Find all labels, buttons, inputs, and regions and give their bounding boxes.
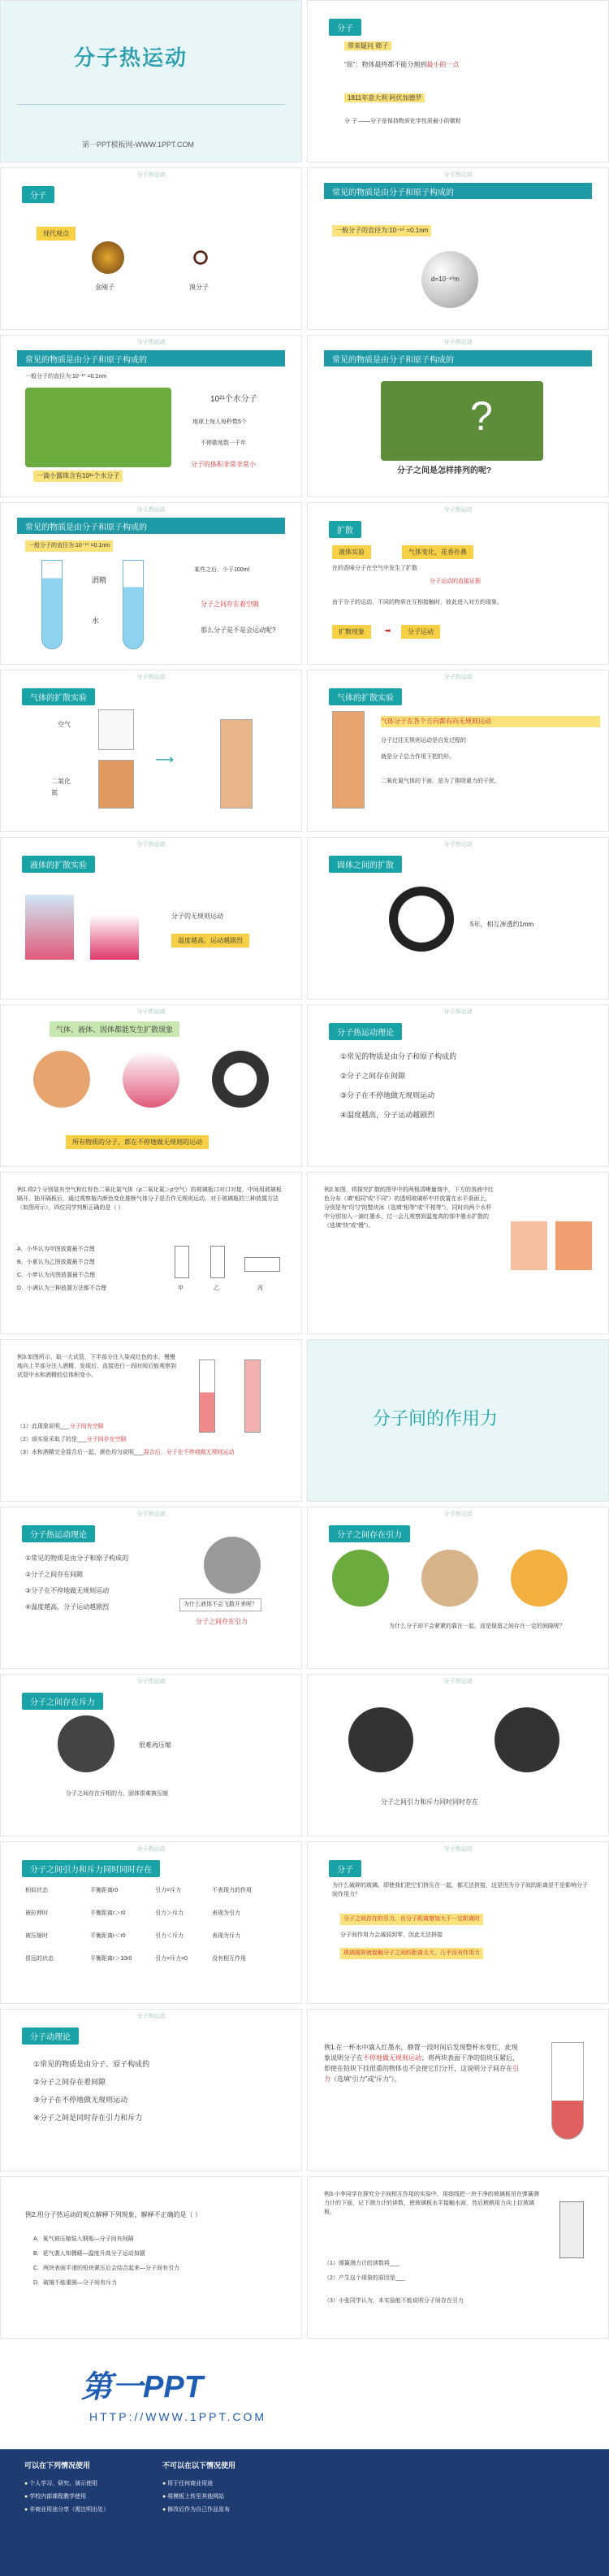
tofu-image [421, 1550, 478, 1607]
slide-15[interactable] [0, 1172, 302, 1334]
upper-bottle [98, 709, 134, 750]
slide-caption: 分子热运动 [136, 1511, 166, 1517]
forbidden-item: ● 修改后作为自己作品发布 [162, 2507, 231, 2513]
tag-gas-diffusion: 气体的扩散实验 [22, 688, 95, 705]
beaker-1 [25, 895, 74, 960]
s2-line1 [344, 40, 391, 52]
a1: 某些之后，少于100ml [194, 567, 250, 573]
question-text: 分子之间是怎样排列的呢? [397, 466, 492, 475]
table-row [25, 1909, 285, 1932]
slide-7[interactable] [0, 502, 302, 665]
table-cell: 引力＜斥力 [155, 1933, 184, 1939]
question-mark-icon: ? [470, 393, 493, 439]
r1: 10²¹个水分子 [210, 395, 257, 404]
b2: 气体变化，花香扑鼻 [402, 545, 473, 559]
s2-line3 [344, 92, 425, 104]
q1: 为什么液体不会飞散开来呢？ [179, 1598, 261, 1611]
slide-1[interactable] [0, 0, 302, 163]
magnifier-image [389, 887, 454, 952]
site-label: 第一PPT模板网-WWW.1PPT.COM [82, 141, 194, 149]
dew-image [332, 1550, 389, 1607]
bottom-summary: 所有物质的分子，都在不停地做无规则的运动 [66, 1135, 209, 1149]
l4: 玻璃破碎就接触分子之间的距离太大，几乎没有作用力 [340, 1948, 483, 1959]
press-image-2 [495, 1707, 559, 1772]
slide-26[interactable] [307, 2009, 609, 2171]
table-row [25, 1886, 285, 1909]
tag-liquid-diffusion: 液体的扩散实验 [22, 856, 95, 873]
dew-drop-image [25, 388, 171, 467]
allowed-item: ● 个人学习、研究、演示使用 [24, 2481, 98, 2487]
item-1: ①常见的物质是由分子和原子构成的 [25, 1555, 129, 1562]
tag-attraction: 分子之间存在引力 [329, 1525, 410, 1542]
option-b: B．小夏认为乙图放置最不合理 [17, 1260, 95, 1265]
press-image-1 [348, 1707, 413, 1772]
slide-caption: 分子热运动 [443, 1511, 473, 1517]
a3: 那么分子是不是会运动呢? [201, 627, 276, 634]
l3: 分子间作用力会减弱到零，因此无法拼接 [340, 1932, 443, 1938]
caption-bromine: 溴分子 [189, 284, 209, 291]
l1: 气体分子在各个方向都有向无规则运动 [381, 716, 600, 727]
slide-caption: 分子热运动 [443, 1009, 473, 1015]
scale-image [559, 2201, 584, 2258]
question-text: 例2.如图，将探究扩散的图甲中的两根清晰量筒中，下方的溶液中红色分布（填“相同”或“不同”）的透明玻璃杯中并放置在水平桌面上，分别是有“均匀”的整块冰（选填“相等”或“不相等”），同时向两个水杯中分别加入一滴红墨水，过一会儿观察到温度高的那中墨水扩散的（选填“快”或“慢”）。 [324, 1187, 494, 1229]
a1: （1）弹簧测力计的读数将___ [324, 2261, 400, 2266]
slide-20[interactable] [307, 1507, 609, 1669]
tag-both-forces: 分子之间引力和斥力同时同时存在 [22, 1860, 160, 1877]
footer-banner [0, 2345, 609, 2449]
water-glass-image [204, 1537, 261, 1594]
l1: 分子之间引力和斥力同时同时存在 [381, 1798, 478, 1806]
a2: （2）产生这个现象的原因是___ [324, 2275, 405, 2281]
leaf-decoration [17, 90, 285, 105]
diameter-line: 一般分子的直径为:10⁻¹⁰ =0.1nm [25, 374, 107, 379]
l2: 分子过往无规则运动是自发过程的 [381, 738, 466, 744]
tag-gas-diffusion: 气体的扩散实验 [329, 688, 402, 705]
allowed-item: ● 非商业用途分享（需注明出处） [24, 2507, 110, 2513]
table-cell: 不表现力的作用 [212, 1888, 252, 1893]
section-banner: 气体、液体、固体都能发生扩散现象 [50, 1021, 179, 1037]
slide-caption: 分子热运动 [136, 2014, 166, 2019]
a3: （3）小张同学认为，本实验能不能说明分子间存在引力 [324, 2298, 464, 2304]
tag-theory: 分子热运动理论 [329, 1023, 402, 1040]
slide-caption: 分子热运动 [136, 1009, 166, 1015]
dropper-image [551, 2042, 584, 2140]
tag-diffusion: 扩散 [329, 521, 361, 538]
slide-25[interactable] [0, 2009, 302, 2171]
forbidden-heading: 不可以在以下情况使用 [162, 2461, 236, 2470]
slide-2[interactable] [307, 0, 609, 163]
slide-4[interactable] [307, 167, 609, 330]
table-cell: 相似状态 [25, 1888, 48, 1893]
diffusion-bottle [332, 711, 365, 809]
footer-info [0, 2449, 609, 2576]
slide-caption: 分子热运动 [136, 1846, 166, 1852]
item-4: ④温度越高，分子运动越剧烈 [25, 1603, 110, 1611]
diameter-line: 一般分子的直径为:10⁻¹⁰ =0.1nm [25, 540, 113, 552]
slide-9[interactable] [0, 670, 302, 832]
slide-13[interactable] [0, 1004, 302, 1167]
slide-caption: 分子热运动 [136, 340, 166, 345]
tag-molecule: 分子 [329, 1860, 361, 1877]
question-text [324, 2042, 519, 2084]
item-1: ①常见的物质是由分子和原子构成的 [340, 1052, 457, 1060]
l1: 5年，相互渗透约1mm [470, 921, 534, 928]
slide-caption: 分子热运动 [136, 507, 166, 513]
bromine-molecule-image [184, 241, 217, 274]
slide-18[interactable] [307, 1339, 609, 1502]
gold-molecule-image [92, 241, 124, 274]
a2: 分子之间存在着空隙 [201, 601, 259, 608]
label-alcohol: 酒精 [92, 576, 107, 584]
option-c: C．两块表面平滑的铅块紧压后会结合起来—分子间有引力 [33, 2266, 180, 2271]
a1-answer: 分子间有空隙 [69, 1424, 104, 1429]
slide-caption: 分子热运动 [443, 674, 473, 680]
table-cell: 平衡距离r＞r0 [90, 1910, 126, 1916]
beaker-2 [90, 895, 139, 960]
q-answer2: 引力 [324, 2065, 519, 2083]
table-cell: 表现为引力 [212, 1910, 240, 1916]
section-banner: 常见的物质是由分子和原子构成的 [324, 350, 592, 366]
table-cell: 很远的状态 [25, 1956, 54, 1962]
item-3: ③分子在不停地做无规则运动 [25, 1587, 110, 1594]
l2: 温度越高，运动越剧烈 [171, 934, 249, 948]
arrow-right: ⟶ [155, 753, 174, 767]
section-banner: 常见的物质是由分子和原子构成的 [17, 350, 285, 366]
question-text: 例1.将2个分别装有空气和红棕色二氧化氮气体（ρ二氧化氮＞ρ空气）的玻璃瓶口对口对接，中间用玻璃板隔开。抽开隔板后，通过观察瓶内颜色变化推断气体分子是否作无规则运动。对于玻璃瓶的三种放置方法（如图所示），四位同学判断正确的是（ ） [17, 1187, 282, 1211]
jelly-image [511, 1550, 568, 1607]
arrow-icon: ➡ [385, 627, 391, 635]
tag-kinetic-theory: 分子动理论 [22, 2027, 79, 2045]
slide-28[interactable] [307, 2176, 609, 2339]
label-air: 空气 [58, 721, 71, 728]
option-d: D．破镜不能重圆—分子间有斥力 [33, 2280, 118, 2286]
forbidden-item: ● 用于任何商业用途 [162, 2481, 214, 2487]
l1: 在的香味分子在空气中发生了扩散 [332, 566, 417, 571]
slide-caption: 分子热运动 [443, 507, 473, 513]
l5: 分子运动 [401, 625, 440, 639]
table-cell: 表现为斥力 [212, 1933, 240, 1939]
table-cell: 引力＞斥力 [155, 1910, 184, 1916]
slide-27[interactable] [0, 2176, 302, 2339]
slide-3[interactable] [0, 167, 302, 330]
table-cell: 平衡距离r＞10r0 [90, 1956, 132, 1962]
s2-l1-text: 带来疑问 筛子 [344, 41, 391, 50]
l3: 由于分子的运动，不同的物质在互相接触时，彼此进入对方的现象。 [332, 600, 503, 605]
diameter-line: 一般分子的直径为:10⁻¹⁰ =0.1nm [332, 225, 431, 236]
slide-caption: 分子热运动 [443, 1846, 473, 1852]
label-bing: 丙 [257, 1286, 263, 1291]
tag-theory: 分子热运动理论 [22, 1525, 95, 1542]
item-3: ③分子在不停地做无规则运动 [33, 2096, 128, 2104]
setup-jia [175, 1246, 189, 1278]
lower-bottle [98, 760, 134, 809]
label-water: 水 [92, 617, 100, 625]
slide-caption: 分子热运动 [136, 842, 166, 848]
l2: 分子之间存在的引力，在分子距离增加大于一定距离时 [340, 1914, 483, 1925]
footer-url: HTTP://WWW.1PPT.COM [89, 2410, 266, 2423]
table-cell: 引力=斥力 [155, 1888, 182, 1893]
table-row [25, 1954, 285, 1977]
test-tube-1 [41, 560, 63, 649]
q-part1: 例1.在一杯水中滴入红墨水，静置一段时间后发现整杯水变红，此现象说明分子在 [324, 2044, 518, 2062]
tube-figure-2 [244, 1360, 261, 1433]
q-answer1: 不停地做无规则运动 [363, 2054, 421, 2062]
slide-19[interactable] [0, 1507, 302, 1669]
label-jia: 甲 [178, 1286, 184, 1291]
section-title: 分子间的作用力 [373, 1408, 499, 1429]
a2 [17, 1434, 127, 1446]
liquid-image [123, 1051, 179, 1108]
table-cell: 没有相互作用 [212, 1956, 246, 1962]
q-part3: （选填“引力”或“斥力”）。 [330, 2075, 401, 2083]
l1: 为什么破碎的玻璃、即使我们把它们挤压在一起，都无法拼接，这是因为分子间的距离是不是影响分子间作用力？ [332, 1883, 588, 1897]
s2-line4: 分 子 ——分子是保持物质化学性质最小的微粒 [344, 119, 461, 124]
slide-title: 分子热运动 [74, 46, 188, 70]
slide-caption: 分子热运动 [443, 842, 473, 848]
label-yi: 乙 [214, 1286, 219, 1291]
slide-5[interactable] [0, 335, 302, 497]
l3: 就是分子总力作用下把的形。 [381, 754, 455, 760]
a1-label: （1）此现象说明___ [17, 1424, 70, 1429]
solid-image [212, 1051, 269, 1108]
tag-solid-diffusion: 固体之间的扩散 [329, 856, 402, 873]
forbidden-item: ● 将模板上传至其他网站 [162, 2494, 225, 2500]
allowed-heading: 可以在下列情况使用 [24, 2461, 91, 2470]
tag-repulsion: 分子之间存在斥力 [22, 1693, 103, 1710]
q2: 分子之间存在引力 [196, 1618, 248, 1625]
slide-12[interactable] [307, 837, 609, 1000]
q-part2: ；将两块表面干净的铅块压紧后，即使在铅块下挂很重的物体也不会使它们分开，这说明分子间存在 [324, 2054, 519, 2072]
option-c: C．小梦认为丙图放置最不合理 [17, 1273, 96, 1278]
setup-bing [244, 1257, 280, 1272]
r2: 地球上每人每秒数5个 [192, 419, 247, 425]
s2-l2a: “原”：物体最终都不能分割到 [344, 61, 427, 68]
slide-17[interactable] [0, 1339, 302, 1502]
section-banner: 常见的物质是由分子和原子构成的 [17, 518, 285, 534]
test-tube-2 [123, 560, 144, 649]
item-2: ②分子之间存在着间隙 [33, 2078, 106, 2086]
question-text: 例3.如图所示，取一大试管，下半部分注入染成红色的水，慢慢地向上半部分注入酒精，发现后，直接进行一段时间后能观察到试管中水和酒精的总体积变小。 [17, 1355, 176, 1378]
allowed-item: ● 学校内部课程教学使用 [24, 2494, 87, 2500]
a2-answer: 分子间存在空隙 [86, 1437, 127, 1442]
table-cell: 平衡距离r＜r0 [90, 1933, 126, 1939]
table-cell: 平衡距离r0 [90, 1888, 119, 1893]
item-3: ③分子在不停地做无规则运动 [340, 1091, 435, 1099]
r4: 分子的体积非常非常小 [191, 461, 256, 468]
slide-21[interactable] [0, 1674, 302, 1837]
b1: 液体实验 [332, 545, 371, 559]
option-a: A．小华认为甲图放置最不合理 [17, 1247, 95, 1252]
slide-caption: 分子热运动 [443, 340, 473, 345]
l1: 分子的无规则运动 [171, 913, 223, 920]
t1: 为什么分子却不会紧紧的靠在一起，而是保留之间存在一定的间隙呢？ [389, 1624, 565, 1629]
slide-10[interactable] [307, 670, 609, 832]
question-text: 例3.小李同学在探究分子间相互作用的实验中，用细线把一块干净的玻璃板吊在弹簧测力计的下面，记下测力计的读数，使玻璃板水平接触水面，然后稍稍用力向上拉玻璃板。 [324, 2192, 539, 2215]
table-cell: 引力=斥力=0 [155, 1956, 188, 1962]
slide-caption: 分子热运动 [443, 1679, 473, 1685]
mixed-bottle [220, 719, 253, 809]
table-cell: 被拉伸时 [25, 1910, 48, 1916]
tube-figure [199, 1360, 215, 1433]
slide-caption: 分子热运动 [136, 674, 166, 680]
item-1: ①常见的物质是由分子、原子构成的 [33, 2060, 150, 2068]
l2: 分子运动的直接证据 [430, 579, 481, 584]
slide-14[interactable] [307, 1004, 609, 1167]
drop-caption: 一滴小露珠含有10²¹个水分子 [33, 471, 123, 482]
setup-yi [210, 1246, 225, 1278]
caption-gold: 金刚子 [95, 284, 114, 291]
l4: 扩散现象 [332, 625, 371, 639]
option-b: B．花气袭人知骤暖—温度升高分子运动加剧 [33, 2251, 145, 2257]
a3 [17, 1447, 293, 1459]
s2-l2b: 最小的一点 [426, 61, 460, 68]
slide-6[interactable] [307, 335, 609, 497]
a3-answer: 混合后，分子在不停地做无规则运动 [143, 1450, 235, 1455]
label-no2: 二氧化氮 [51, 778, 71, 796]
slide-caption: 分子热运动 [136, 1679, 166, 1685]
a2-label: （2）该实验采取了的是___ [17, 1437, 87, 1442]
item-4: ④分子之间是同时存在引力和斥力 [33, 2114, 143, 2122]
r3: 不停歇地数一千年 [201, 440, 246, 446]
slide-11[interactable] [0, 837, 302, 1000]
slide-caption: 分子热运动 [136, 172, 166, 178]
tag-molecule: 分子 [329, 19, 361, 36]
l2: 分子之间存在斥相的力，固体很难被压缩 [66, 1791, 168, 1797]
l1: 很难再压缩 [139, 1741, 171, 1749]
a1 [17, 1421, 104, 1433]
gas-image [33, 1051, 90, 1108]
slide-16[interactable] [307, 1172, 609, 1334]
tag-molecule: 分子 [22, 186, 54, 203]
table-cell: 被压缩时 [25, 1933, 48, 1939]
option-d: D．小满认为三种放置方法都不合理 [17, 1286, 107, 1291]
a3-label: （3）水和酒精完全混合后一起，颜色均匀说明___ [17, 1450, 144, 1455]
slide-caption: 分子热运动 [443, 172, 473, 178]
diameter-formula: d=10⁻¹⁰m [431, 275, 460, 283]
question-image [381, 381, 543, 461]
section-banner: 常见的物质是由分子和原子构成的 [324, 183, 592, 199]
item-2: ②分子之间存在间隙 [340, 1072, 406, 1080]
item-2: ②分子之间存在间隙 [25, 1571, 84, 1578]
syringe-image [58, 1715, 114, 1772]
slide-8[interactable] [307, 502, 609, 665]
item-4: ④温度越高，分子运动越剧烈 [340, 1111, 435, 1119]
slide-22[interactable] [307, 1674, 609, 1837]
force-table [25, 1886, 285, 1977]
s2-line2 [344, 59, 459, 71]
table-row [25, 1932, 285, 1954]
cups-image [511, 1221, 592, 1270]
option-a: A．氧气被压缩装入钢瓶—分子间有间隔 [33, 2236, 134, 2242]
l4: 二氧化氮气体的下面，是为了排除重力的干扰。 [381, 778, 500, 784]
slide-24[interactable] [307, 1841, 609, 2004]
subtitle-badge: 现代观点 [37, 227, 76, 241]
question-text: 例2.用分子热运动的观点解释下列现象，解释不正确的是（ ） [25, 2211, 201, 2218]
slide-23[interactable] [0, 1841, 302, 2004]
footer-logo: 第一PPT [81, 2370, 203, 2405]
s2-l3-text: 1811年意大利 阿伏加德罗 [344, 93, 425, 102]
